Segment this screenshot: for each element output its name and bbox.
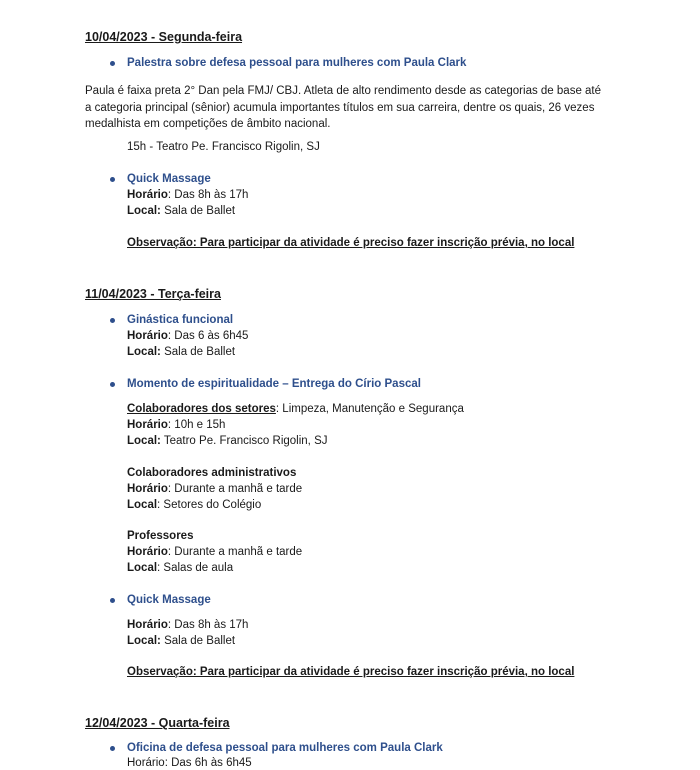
- day1-talk-time-place: 15h - Teatro Pe. Francisco Rigolin, SJ: [127, 141, 320, 153]
- day3-workshop-title: Oficina de defesa pessoal para mulheres com Paula Clark: [127, 742, 443, 754]
- bullet-icon: [110, 746, 115, 751]
- bullet-icon: [110, 177, 115, 182]
- day2-spirit-group2-hours: Horário: Durante a manhã e tarde: [127, 483, 303, 495]
- day2-spirit-title: Momento de espiritualidade – Entrega do Círio Pascal: [127, 378, 421, 390]
- day2-massage-hours: Horário: Das 8h às 17h: [127, 619, 249, 631]
- day2-massage-note: Observação: Para participar da atividade é preciso fazer inscrição prévia, no local: [127, 666, 575, 678]
- day2-spirit-group1-place: Local: Teatro Pe. Francisco Rigolin, SJ: [127, 435, 328, 447]
- day2-spirit-group2-place: Local: Setores do Colégio: [127, 499, 262, 511]
- day2-gym-hours: Horário: Das 6 às 6h45: [127, 330, 249, 342]
- day1-massage-hours: Horário: Das 8h às 17h: [127, 189, 249, 201]
- day1-massage-note: Observação: Para participar da atividade é preciso fazer inscrição prévia, no local: [127, 237, 575, 249]
- bullet-icon: [110, 318, 115, 323]
- day2-spirit-group2: Colaboradores administrativos: [127, 467, 297, 479]
- day1-date-heading: 10/04/2023 - Segunda-feira: [85, 30, 243, 44]
- day2-massage-place: Local: Sala de Ballet: [127, 635, 236, 647]
- day3-workshop-hours: Horário: Das 6h às 6h45: [127, 757, 252, 769]
- day2-gym-place: Local: Sala de Ballet: [127, 346, 236, 358]
- day2-spirit-group3-place: Local: Salas de aula: [127, 562, 234, 574]
- day1-massage-title: Quick Massage: [127, 173, 211, 185]
- day2-spirit-group1: Colaboradores dos setores: Limpeza, Manutenção e Segurança: [127, 403, 464, 415]
- day1-talk-bio: Paula é faixa preta 2° Dan pela FMJ/ CBJ. Atleta de alto rendimento desde as categorias de base até a categoria principal (sênior) acumula importantes títulos em sua carreira, dentre os quais, 26 vezes medalhista em competições de âmbito nacional.: [85, 85, 602, 130]
- day1-massage-place: Local: Sala de Ballet: [127, 205, 236, 217]
- day2-spirit-group3: Professores: [127, 530, 194, 542]
- bullet-icon: [110, 382, 115, 387]
- day1-talk-title: Palestra sobre defesa pessoal para mulheres com Paula Clark: [127, 57, 467, 69]
- day2-spirit-group1-hours: Horário: 10h e 15h: [127, 419, 226, 431]
- bullet-icon: [110, 61, 115, 66]
- day3-date-heading: 12/04/2023 - Quarta-feira: [85, 716, 230, 730]
- day2-massage-title: Quick Massage: [127, 594, 211, 606]
- bullet-icon: [110, 598, 115, 603]
- day2-date-heading: 11/04/2023 - Terça-feira: [85, 287, 221, 301]
- day2-spirit-group3-hours: Horário: Durante a manhã e tarde: [127, 546, 303, 558]
- day2-gym-title: Ginástica funcional: [127, 314, 234, 326]
